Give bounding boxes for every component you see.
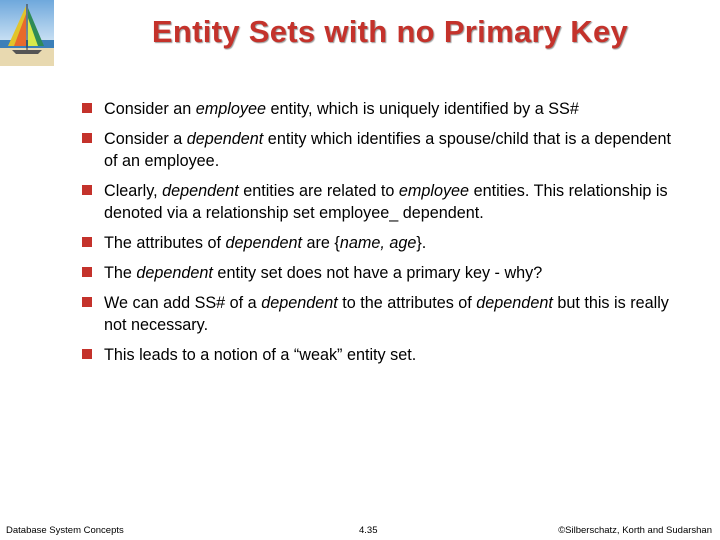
bullet-square-icon [82,103,92,113]
bullet-item [82,98,682,120]
footer-copyright: ©Silberschatz, Korth and Sudarshan [558,525,712,536]
bullet-text: We can add SS# of a dependent to the attributes of dependent but this is really not necessary. [104,294,669,334]
bullet-item [82,292,682,336]
bullet-text: This leads to a notion of a “weak” entity set. [104,346,417,364]
bullet-text: Consider a dependent entity which identifies a spouse/child that is a dependent of an employee. [104,130,671,170]
bullet-item [82,344,682,366]
footer-book-title: Database System Concepts [6,525,124,536]
bullet-item [82,180,682,224]
bullet-item [82,262,682,284]
slide-title: Entity Sets with no Primary Key [151,14,629,49]
bullet-square-icon [82,133,92,143]
sailboat-logo-icon [0,0,54,66]
bullet-item [82,128,682,172]
bullet-square-icon [82,237,92,247]
bullet-square-icon [82,349,92,359]
bullet-square-icon [82,185,92,195]
bullet-text: Consider an employee entity, which is uniquely identified by a SS# [104,100,579,118]
bullet-square-icon [82,267,92,277]
bullet-text: Clearly, dependent entities are related to employee entities. This relationship is denoted via a relationship set employee_ dependent. [104,182,668,222]
bullet-square-icon [82,297,92,307]
bullet-list [82,98,682,366]
bullet-text: The attributes of dependent are {name, age}. [104,234,427,252]
bullet-item [82,232,682,254]
bullet-text: The dependent entity set does not have a primary key - why? [104,264,543,282]
footer-slide-number: 4.35 [359,525,378,536]
